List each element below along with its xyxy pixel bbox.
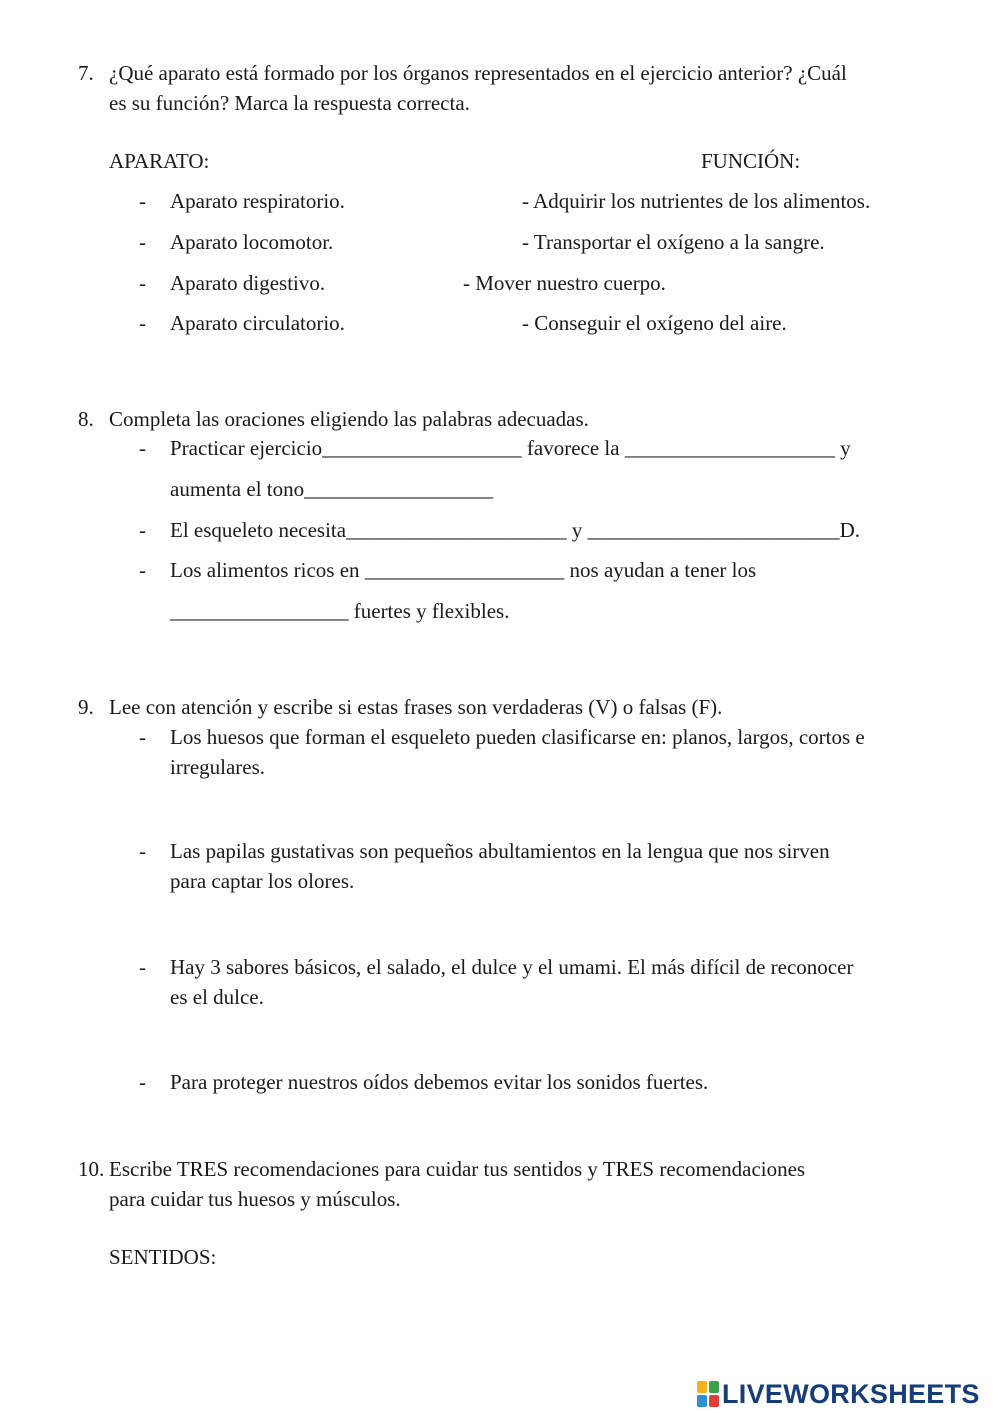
funcion-option[interactable]: - Transportar el oxígeno a la sangre. [522,230,825,254]
statement-4[interactable]: Para proteger nuestros oídos debemos evitar los sonidos fuertes. [170,1070,709,1094]
statement-2-line2[interactable]: para captar los olores. [170,869,355,893]
bullet: - [139,436,146,460]
aparato-option[interactable]: Aparato circulatorio. [170,311,345,335]
bullet: - [139,558,146,582]
funcion-header: FUNCIÓN: [701,149,801,173]
bullet: - [139,311,146,335]
q10-text-line1: Escribe TRES recomendaciones para cuidar tus sentidos y TRES recomendaciones [109,1157,806,1181]
q10-text-line2: para cuidar tus huesos y músculos. [109,1187,401,1211]
statement-1-line2[interactable]: irregulares. [170,755,266,779]
aparato-option[interactable]: Aparato locomotor. [170,230,334,254]
aparato-option[interactable]: Aparato respiratorio. [170,189,345,213]
q7-text-line2: es su función? Marca la respuesta correcta. [109,91,470,115]
q7-text-line1: ¿Qué aparato está formado por los órganos representados en el ejercicio anterior? ¿Cuál [109,61,847,85]
bullet: - [139,189,146,213]
bullet: - [139,271,146,295]
funcion-option[interactable]: - Conseguir el oxígeno del aire. [522,311,787,335]
q7-number: 7. [78,61,94,85]
q10-number: 10. [78,1157,105,1181]
fill-sentence-1b[interactable]: aumenta el tono__________________ [170,477,494,501]
aparato-option[interactable]: Aparato digestivo. [170,271,326,295]
statement-3-line2[interactable]: es el dulce. [170,985,264,1009]
bullet: - [139,230,146,254]
liveworksheets-logo [697,1379,980,1409]
bullet: - [139,839,146,863]
aparato-header: APARATO: [109,149,210,173]
fill-sentence-2[interactable]: El esqueleto necesita_____________________ y ________________________D. [170,518,861,542]
bullet: - [139,725,146,749]
funcion-option[interactable]: - Mover nuestro cuerpo. [463,271,666,295]
fill-sentence-1a[interactable]: Practicar ejercicio___________________ favorece la ____________________ y [170,436,851,460]
q9-number: 9. [78,695,94,719]
bullet: - [139,955,146,979]
bullet: - [139,1070,146,1094]
fill-sentence-3a[interactable]: Los alimentos ricos en ___________________ nos ayudan a tener los [170,558,757,582]
liveworksheets-wordmark: LIVEWORKSHEETS [722,1378,980,1409]
liveworksheets-icon [697,1381,719,1407]
statement-1-line1[interactable]: Los huesos que forman el esqueleto pueden clasificarse en: planos, largos, cortos e [170,725,865,749]
statement-3-line1[interactable]: Hay 3 sabores básicos, el salado, el dulce y el umami. El más difícil de reconocer [170,955,854,979]
statement-2-line1[interactable]: Las papilas gustativas son pequeños abultamientos en la lengua que nos sirven [170,839,830,863]
fill-sentence-3b[interactable]: _________________ fuertes y flexibles. [170,599,510,623]
sentidos-label: SENTIDOS: [109,1245,217,1269]
q9-title: Lee con atención y escribe si estas frases son verdaderas (V) o falsas (F). [109,695,723,719]
funcion-option[interactable]: - Adquirir los nutrientes de los alimentos. [522,189,871,213]
q8-number: 8. [78,407,94,431]
q8-title: Completa las oraciones eligiendo las palabras adecuadas. [109,407,589,431]
bullet: - [139,518,146,542]
